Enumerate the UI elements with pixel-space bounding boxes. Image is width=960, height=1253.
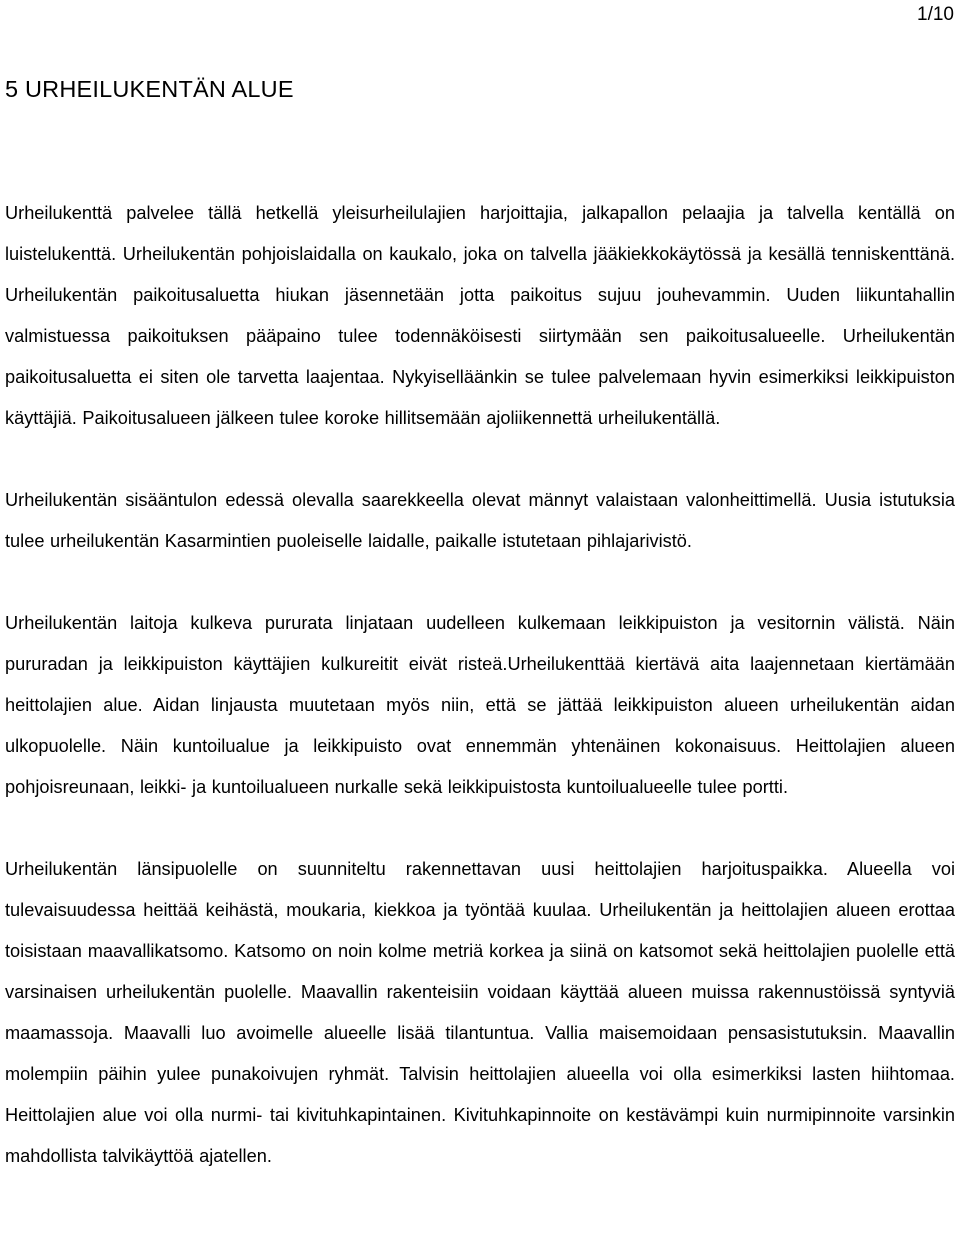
paragraph-entrance-planting: Urheilukentän sisääntulon edessä olevalla saarekkeella olevat männyt valaistaan valonheittimellä. Uusia istutuksia tulee urheilukentän Kasarmintien puoleiselle laidalle, paikalle istutetaan pihlajarivistö. [5, 490, 955, 551]
page-title: 5 URHEILUKENTÄN ALUE [5, 76, 294, 102]
paragraph-throwing-area: Urheilukentän länsipuolelle on suunniteltu rakennettavan uusi heittolajien harjoituspaikka. Alueella voi tulevaisuudessa heittää keihästä, moukaria, kiekkoa ja työntää kuulaa. Urheilukentän ja heittolajien alueen erottaa toisistaan maavallikatsomo. Katsomo on noin kolme metriä korkea ja siinä on katsomot sekä heittolajien puolelle että varsinaisen urheilukentän puolelle. Maavallin rakenteisiin voidaan käyttää alueen muissa rakennustöissä syntyviä maamassoja. Maavalli luo avoimelle alueelle lisää tilantuntua. Vallia maisemoidaan pensasistutuksin. Maavallin molempiin päihin yulee punakoivujen ryhmät. Talvisin heittolajien alueella voi olla esimerkiksi lasten hiihtomaa. Heittolajien alue voi olla nurmi- tai kivituhkapintainen. Kivituhkapinnoite on kestävämpi kuin nurmipinnoite varsinkin mahdollista talvikäyttöä ajatellen. [5, 859, 955, 1166]
page-number: 1/10 [917, 4, 954, 25]
paragraph-parking: Urheilukenttä palvelee tällä hetkellä yleisurheilulajien harjoittajia, jalkapallon pelaajia ja talvella kentällä on luistelukenttä. Urheilukentän pohjoislaidalla on kaukalo, joka on talvella jääkiekkokäytössä ja kesällä tenniskenttänä. Urheilukentän paikoitusaluetta hiukan jäsennetään jotta paikoitus sujuu jouhevammin. Uuden liikuntahallin valmistuessa paikoituksen pääpaino tulee todennäköisesti siirtymään sen paikoitusalueelle. Urheilukentän paikoitusaluetta ei siten ole tarvetta laajentaa. Nykyiselläänkin se tulee palvelemaan hyvin esimerkiksi leikkipuiston käyttäjiä. Paikoitusalueen jälkeen tulee koroke hillitsemään ajoliikennettä urheilukentällä. [5, 203, 955, 428]
paragraph-running-track: Urheilukentän laitoja kulkeva pururata linjataan uudelleen kulkemaan leikkipuiston ja vesitornin välistä. Näin pururadan ja leikkipuiston käyttäjien kulkureitit eivät risteä.Urheilukenttää kiertävä aita laajennetaan kiertämään heittolajien alue. Aidan linjausta muutetaan myös niin, että se jättää leikkipuiston alueen urheilukentän aidan ulkopuolelle. Näin kuntoilualue ja leikkipuisto ovat ennemmän yhtenäinen kokonaisuus. Heittolajien alueen pohjoisreunaan, leikki- ja kuntoilualueen nurkalle sekä leikkipuistosta kuntoilualueelle tulee portti. [5, 613, 955, 797]
document-body [5, 193, 955, 1218]
